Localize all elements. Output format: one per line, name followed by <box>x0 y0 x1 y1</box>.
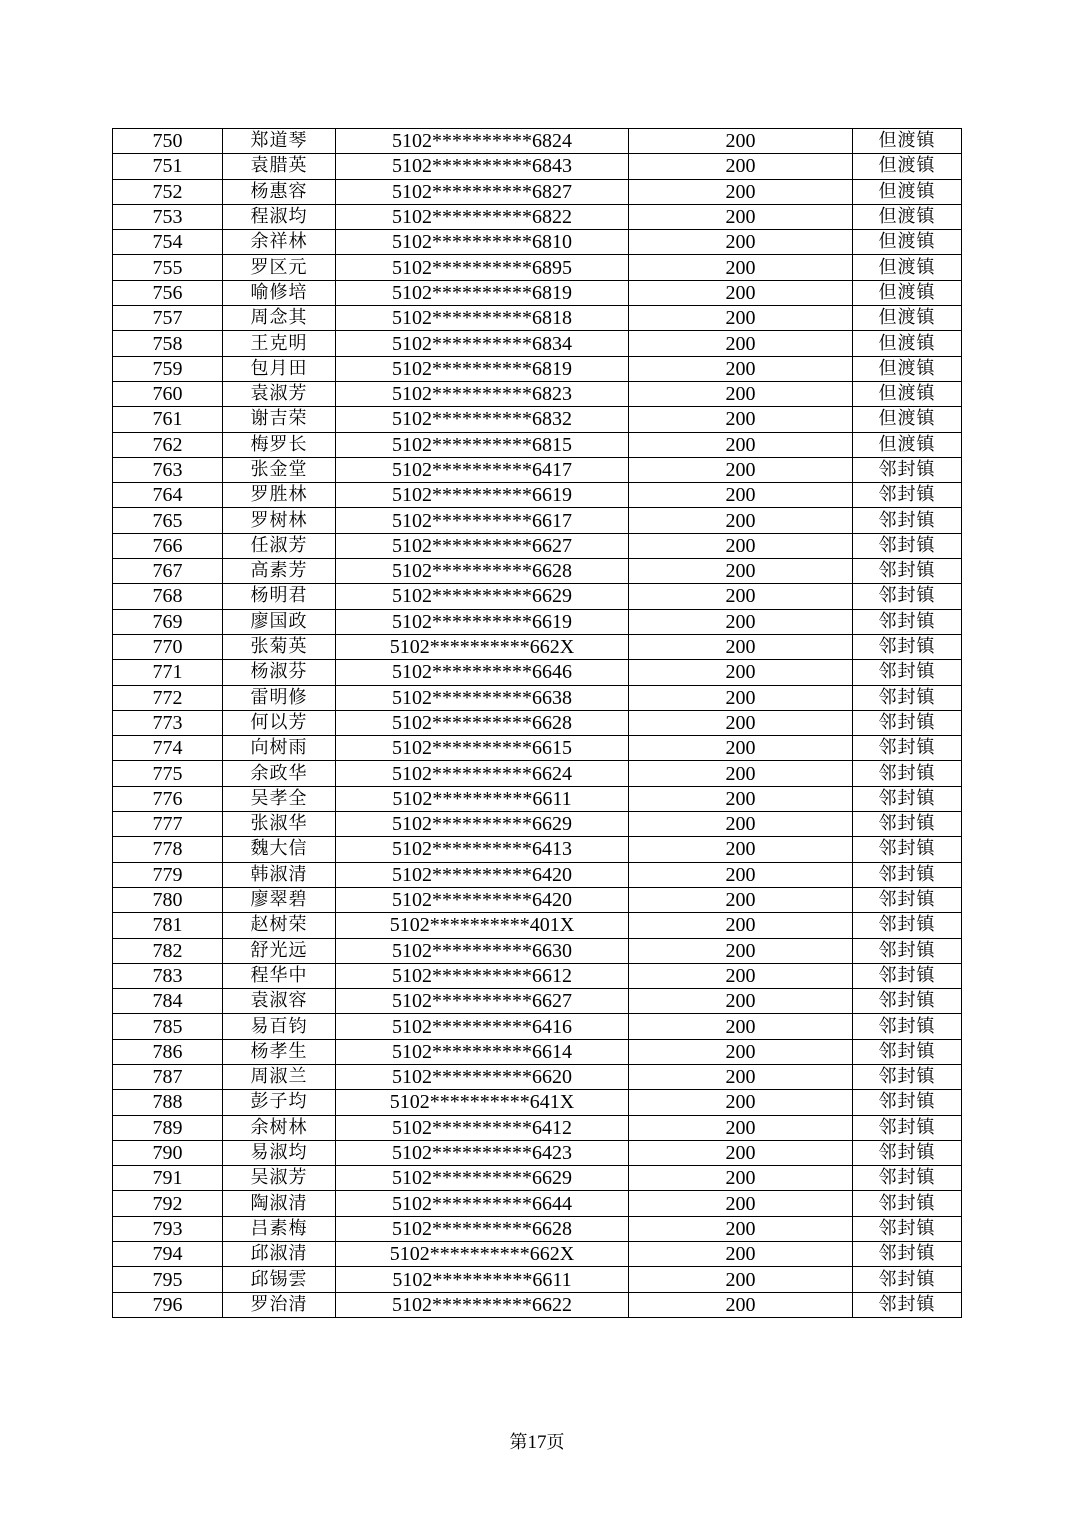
amount-cell: 200 <box>629 989 853 1014</box>
id-number-cell: 5102**********6646 <box>336 660 629 685</box>
amount-cell: 200 <box>629 306 853 331</box>
id-number-cell: 5102**********6612 <box>336 963 629 988</box>
amount-cell: 200 <box>629 1191 853 1216</box>
row-number-cell: 762 <box>113 432 223 457</box>
amount-cell: 200 <box>629 862 853 887</box>
town-cell: 邻封镇 <box>853 913 962 938</box>
town-cell: 邻封镇 <box>853 559 962 584</box>
row-number-cell: 768 <box>113 584 223 609</box>
table-row <box>113 179 962 204</box>
town-cell: 邻封镇 <box>853 1039 962 1064</box>
town-cell: 邻封镇 <box>853 1115 962 1140</box>
table-row <box>113 660 962 685</box>
id-number-cell: 5102**********6819 <box>336 356 629 381</box>
town-cell: 但渡镇 <box>853 154 962 179</box>
row-number-cell: 758 <box>113 331 223 356</box>
table-row <box>113 508 962 533</box>
table-row <box>113 736 962 761</box>
town-cell: 邻封镇 <box>853 483 962 508</box>
table-row <box>113 786 962 811</box>
town-cell: 邻封镇 <box>853 685 962 710</box>
amount-cell: 200 <box>629 508 853 533</box>
amount-cell: 200 <box>629 761 853 786</box>
name-cell: 吴淑芳 <box>223 1166 336 1191</box>
row-number-cell: 755 <box>113 255 223 280</box>
table-row <box>113 634 962 659</box>
footer-page-number: 17 <box>527 1432 547 1453</box>
town-cell: 邻封镇 <box>853 812 962 837</box>
id-number-cell: 5102**********6620 <box>336 1064 629 1089</box>
name-cell: 张淑华 <box>223 812 336 837</box>
amount-cell: 200 <box>629 786 853 811</box>
name-cell: 张金堂 <box>223 457 336 482</box>
amount-cell: 200 <box>629 559 853 584</box>
name-cell: 何以芳 <box>223 710 336 735</box>
town-cell: 邻封镇 <box>853 1267 962 1292</box>
table-row <box>113 1166 962 1191</box>
amount-cell: 200 <box>629 736 853 761</box>
amount-cell: 200 <box>629 381 853 406</box>
row-number-cell: 756 <box>113 280 223 305</box>
table-row <box>113 306 962 331</box>
row-number-cell: 783 <box>113 963 223 988</box>
name-cell: 程淑均 <box>223 204 336 229</box>
amount-cell: 200 <box>629 1140 853 1165</box>
table-row <box>113 1242 962 1267</box>
table-row <box>113 356 962 381</box>
id-number-cell: 5102**********6614 <box>336 1039 629 1064</box>
table-row <box>113 1039 962 1064</box>
id-number-cell: 5102**********6628 <box>336 559 629 584</box>
row-number-cell: 788 <box>113 1090 223 1115</box>
amount-cell: 200 <box>629 483 853 508</box>
name-cell: 余祥林 <box>223 230 336 255</box>
town-cell: 但渡镇 <box>853 204 962 229</box>
id-number-cell: 5102**********6822 <box>336 204 629 229</box>
id-number-cell: 5102**********401X <box>336 913 629 938</box>
amount-cell: 200 <box>629 1014 853 1039</box>
amount-cell: 200 <box>629 913 853 938</box>
table-row <box>113 1140 962 1165</box>
name-cell: 雷明修 <box>223 685 336 710</box>
row-number-cell: 770 <box>113 634 223 659</box>
id-number-cell: 5102**********6420 <box>336 887 629 912</box>
amount-cell: 200 <box>629 1242 853 1267</box>
amount-cell: 200 <box>629 1216 853 1241</box>
town-cell: 邻封镇 <box>853 584 962 609</box>
row-number-cell: 757 <box>113 306 223 331</box>
town-cell: 邻封镇 <box>853 508 962 533</box>
id-number-cell: 5102**********6413 <box>336 837 629 862</box>
table-row <box>113 154 962 179</box>
table-row <box>113 483 962 508</box>
id-number-cell: 5102**********6834 <box>336 331 629 356</box>
amount-cell: 200 <box>629 1166 853 1191</box>
name-cell: 舒光远 <box>223 938 336 963</box>
amount-cell: 200 <box>629 432 853 457</box>
id-number-cell: 5102**********6823 <box>336 381 629 406</box>
name-cell: 邱锡雲 <box>223 1267 336 1292</box>
amount-cell: 200 <box>629 1267 853 1292</box>
row-number-cell: 790 <box>113 1140 223 1165</box>
row-number-cell: 771 <box>113 660 223 685</box>
table-row <box>113 533 962 558</box>
name-cell: 彭子均 <box>223 1090 336 1115</box>
row-number-cell: 789 <box>113 1115 223 1140</box>
name-cell: 程华中 <box>223 963 336 988</box>
name-cell: 王克明 <box>223 331 336 356</box>
id-number-cell: 5102**********6638 <box>336 685 629 710</box>
name-cell: 余政华 <box>223 761 336 786</box>
id-number-cell: 5102**********6624 <box>336 761 629 786</box>
town-cell: 但渡镇 <box>853 255 962 280</box>
id-number-cell: 5102**********6815 <box>336 432 629 457</box>
name-cell: 罗胜林 <box>223 483 336 508</box>
row-number-cell: 784 <box>113 989 223 1014</box>
id-number-cell: 5102**********6619 <box>336 483 629 508</box>
name-cell: 吕素梅 <box>223 1216 336 1241</box>
amount-cell: 200 <box>629 1039 853 1064</box>
name-cell: 杨明君 <box>223 584 336 609</box>
id-number-cell: 5102**********662X <box>336 1242 629 1267</box>
amount-cell: 200 <box>629 129 853 154</box>
row-number-cell: 751 <box>113 154 223 179</box>
id-number-cell: 5102**********6644 <box>336 1191 629 1216</box>
table-row <box>113 1292 962 1317</box>
id-number-cell: 5102**********6417 <box>336 457 629 482</box>
id-number-cell: 5102**********6629 <box>336 812 629 837</box>
table-row <box>113 331 962 356</box>
table-row <box>113 761 962 786</box>
town-cell: 邻封镇 <box>853 1166 962 1191</box>
row-number-cell: 759 <box>113 356 223 381</box>
amount-cell: 200 <box>629 887 853 912</box>
name-cell: 周念其 <box>223 306 336 331</box>
row-number-cell: 777 <box>113 812 223 837</box>
table-row <box>113 407 962 432</box>
name-cell: 杨惠容 <box>223 179 336 204</box>
id-number-cell: 5102**********6619 <box>336 609 629 634</box>
id-number-cell: 5102**********6615 <box>336 736 629 761</box>
row-number-cell: 781 <box>113 913 223 938</box>
name-cell: 魏大信 <box>223 837 336 862</box>
amount-cell: 200 <box>629 280 853 305</box>
id-number-cell: 5102**********6628 <box>336 710 629 735</box>
amount-cell: 200 <box>629 1090 853 1115</box>
row-number-cell: 761 <box>113 407 223 432</box>
town-cell: 但渡镇 <box>853 179 962 204</box>
town-cell: 邻封镇 <box>853 609 962 634</box>
amount-cell: 200 <box>629 255 853 280</box>
table-row <box>113 381 962 406</box>
name-cell: 杨孝生 <box>223 1039 336 1064</box>
id-number-cell: 5102**********6627 <box>336 989 629 1014</box>
name-cell: 韩淑清 <box>223 862 336 887</box>
id-number-cell: 5102**********6819 <box>336 280 629 305</box>
row-number-cell: 794 <box>113 1242 223 1267</box>
table-row <box>113 862 962 887</box>
town-cell: 邻封镇 <box>853 1191 962 1216</box>
name-cell: 袁淑芳 <box>223 381 336 406</box>
name-cell: 张菊英 <box>223 634 336 659</box>
table-row <box>113 1267 962 1292</box>
amount-cell: 200 <box>629 812 853 837</box>
town-cell: 邻封镇 <box>853 786 962 811</box>
row-number-cell: 786 <box>113 1039 223 1064</box>
table-row <box>113 432 962 457</box>
town-cell: 但渡镇 <box>853 432 962 457</box>
table-row <box>113 938 962 963</box>
town-cell: 邻封镇 <box>853 1242 962 1267</box>
id-number-cell: 5102**********641X <box>336 1090 629 1115</box>
table-row <box>113 584 962 609</box>
town-cell: 邻封镇 <box>853 1140 962 1165</box>
name-cell: 易淑均 <box>223 1140 336 1165</box>
amount-cell: 200 <box>629 179 853 204</box>
name-cell: 廖翠碧 <box>223 887 336 912</box>
amount-cell: 200 <box>629 230 853 255</box>
name-cell: 吴孝全 <box>223 786 336 811</box>
town-cell: 但渡镇 <box>853 129 962 154</box>
name-cell: 任淑芳 <box>223 533 336 558</box>
row-number-cell: 750 <box>113 129 223 154</box>
amount-cell: 200 <box>629 710 853 735</box>
town-cell: 邻封镇 <box>853 862 962 887</box>
town-cell: 但渡镇 <box>853 280 962 305</box>
amount-cell: 200 <box>629 609 853 634</box>
row-number-cell: 769 <box>113 609 223 634</box>
row-number-cell: 774 <box>113 736 223 761</box>
amount-cell: 200 <box>629 963 853 988</box>
town-cell: 邻封镇 <box>853 989 962 1014</box>
roster-table-body <box>113 129 962 1318</box>
row-number-cell: 782 <box>113 938 223 963</box>
name-cell: 高素芳 <box>223 559 336 584</box>
row-number-cell: 793 <box>113 1216 223 1241</box>
id-number-cell: 5102**********6895 <box>336 255 629 280</box>
name-cell: 袁淑容 <box>223 989 336 1014</box>
town-cell: 邻封镇 <box>853 938 962 963</box>
amount-cell: 200 <box>629 1115 853 1140</box>
id-number-cell: 5102**********6611 <box>336 786 629 811</box>
amount-cell: 200 <box>629 154 853 179</box>
name-cell: 廖国政 <box>223 609 336 634</box>
id-number-cell: 5102**********6420 <box>336 862 629 887</box>
name-cell: 赵树荣 <box>223 913 336 938</box>
row-number-cell: 760 <box>113 381 223 406</box>
row-number-cell: 767 <box>113 559 223 584</box>
name-cell: 杨淑芬 <box>223 660 336 685</box>
table-row <box>113 559 962 584</box>
name-cell: 余树林 <box>223 1115 336 1140</box>
name-cell: 陶淑清 <box>223 1191 336 1216</box>
amount-cell: 200 <box>629 685 853 710</box>
row-number-cell: 766 <box>113 533 223 558</box>
amount-cell: 200 <box>629 634 853 659</box>
name-cell: 易百钧 <box>223 1014 336 1039</box>
amount-cell: 200 <box>629 533 853 558</box>
row-number-cell: 763 <box>113 457 223 482</box>
town-cell: 邻封镇 <box>853 533 962 558</box>
id-number-cell: 5102**********6622 <box>336 1292 629 1317</box>
town-cell: 但渡镇 <box>853 356 962 381</box>
table-row <box>113 129 962 154</box>
row-number-cell: 778 <box>113 837 223 862</box>
table-row <box>113 1014 962 1039</box>
row-number-cell: 772 <box>113 685 223 710</box>
name-cell: 邱淑清 <box>223 1242 336 1267</box>
name-cell: 罗树林 <box>223 508 336 533</box>
row-number-cell: 780 <box>113 887 223 912</box>
amount-cell: 200 <box>629 837 853 862</box>
name-cell: 周淑兰 <box>223 1064 336 1089</box>
town-cell: 邻封镇 <box>853 963 962 988</box>
name-cell: 谢吉荣 <box>223 407 336 432</box>
amount-cell: 200 <box>629 660 853 685</box>
id-number-cell: 5102**********6629 <box>336 1166 629 1191</box>
town-cell: 邻封镇 <box>853 736 962 761</box>
row-number-cell: 764 <box>113 483 223 508</box>
town-cell: 邻封镇 <box>853 634 962 659</box>
id-number-cell: 5102**********6818 <box>336 306 629 331</box>
amount-cell: 200 <box>629 356 853 381</box>
id-number-cell: 5102**********6611 <box>336 1267 629 1292</box>
name-cell: 罗治清 <box>223 1292 336 1317</box>
town-cell: 但渡镇 <box>853 381 962 406</box>
name-cell: 罗区元 <box>223 255 336 280</box>
table-row <box>113 837 962 862</box>
table-row <box>113 1064 962 1089</box>
roster-table <box>112 128 962 1318</box>
row-number-cell: 785 <box>113 1014 223 1039</box>
id-number-cell: 5102**********6630 <box>336 938 629 963</box>
id-number-cell: 5102**********6628 <box>336 1216 629 1241</box>
town-cell: 邻封镇 <box>853 1292 962 1317</box>
id-number-cell: 5102**********6423 <box>336 1140 629 1165</box>
table-row <box>113 255 962 280</box>
town-cell: 但渡镇 <box>853 331 962 356</box>
amount-cell: 200 <box>629 457 853 482</box>
amount-cell: 200 <box>629 331 853 356</box>
row-number-cell: 775 <box>113 761 223 786</box>
amount-cell: 200 <box>629 938 853 963</box>
id-number-cell: 5102**********6627 <box>336 533 629 558</box>
row-number-cell: 792 <box>113 1191 223 1216</box>
name-cell: 梅罗长 <box>223 432 336 457</box>
row-number-cell: 776 <box>113 786 223 811</box>
footer-suffix: 页 <box>546 1432 565 1453</box>
id-number-cell: 5102**********6629 <box>336 584 629 609</box>
table-row <box>113 609 962 634</box>
row-number-cell: 752 <box>113 179 223 204</box>
name-cell: 郑道琴 <box>223 129 336 154</box>
id-number-cell: 5102**********6617 <box>336 508 629 533</box>
id-number-cell: 5102**********662X <box>336 634 629 659</box>
table-row <box>113 1216 962 1241</box>
table-row <box>113 1191 962 1216</box>
name-cell: 喻修培 <box>223 280 336 305</box>
row-number-cell: 773 <box>113 710 223 735</box>
row-number-cell: 796 <box>113 1292 223 1317</box>
id-number-cell: 5102**********6832 <box>336 407 629 432</box>
town-cell: 邻封镇 <box>853 457 962 482</box>
town-cell: 邻封镇 <box>853 1014 962 1039</box>
page-footer <box>0 1428 1074 1454</box>
town-cell: 但渡镇 <box>853 407 962 432</box>
row-number-cell: 791 <box>113 1166 223 1191</box>
table-row <box>113 204 962 229</box>
amount-cell: 200 <box>629 584 853 609</box>
town-cell: 邻封镇 <box>853 1216 962 1241</box>
table-row <box>113 710 962 735</box>
name-cell: 向树雨 <box>223 736 336 761</box>
town-cell: 邻封镇 <box>853 1090 962 1115</box>
town-cell: 邻封镇 <box>853 837 962 862</box>
table-row <box>113 685 962 710</box>
table-row <box>113 1090 962 1115</box>
footer-prefix: 第 <box>509 1432 528 1453</box>
town-cell: 邻封镇 <box>853 660 962 685</box>
id-number-cell: 5102**********6810 <box>336 230 629 255</box>
row-number-cell: 779 <box>113 862 223 887</box>
table-row <box>113 963 962 988</box>
row-number-cell: 753 <box>113 204 223 229</box>
name-cell: 袁腊英 <box>223 154 336 179</box>
table-row <box>113 989 962 1014</box>
table-row <box>113 457 962 482</box>
amount-cell: 200 <box>629 204 853 229</box>
id-number-cell: 5102**********6412 <box>336 1115 629 1140</box>
town-cell: 但渡镇 <box>853 306 962 331</box>
row-number-cell: 765 <box>113 508 223 533</box>
town-cell: 邻封镇 <box>853 1064 962 1089</box>
town-cell: 邻封镇 <box>853 887 962 912</box>
town-cell: 邻封镇 <box>853 710 962 735</box>
table-row <box>113 1115 962 1140</box>
id-number-cell: 5102**********6824 <box>336 129 629 154</box>
table-row <box>113 913 962 938</box>
row-number-cell: 795 <box>113 1267 223 1292</box>
id-number-cell: 5102**********6843 <box>336 154 629 179</box>
table-row <box>113 230 962 255</box>
amount-cell: 200 <box>629 1064 853 1089</box>
amount-cell: 200 <box>629 1292 853 1317</box>
id-number-cell: 5102**********6827 <box>336 179 629 204</box>
row-number-cell: 787 <box>113 1064 223 1089</box>
table-row <box>113 812 962 837</box>
table-row <box>113 887 962 912</box>
id-number-cell: 5102**********6416 <box>336 1014 629 1039</box>
table-row <box>113 280 962 305</box>
name-cell: 包月田 <box>223 356 336 381</box>
town-cell: 但渡镇 <box>853 230 962 255</box>
amount-cell: 200 <box>629 407 853 432</box>
town-cell: 邻封镇 <box>853 761 962 786</box>
row-number-cell: 754 <box>113 230 223 255</box>
